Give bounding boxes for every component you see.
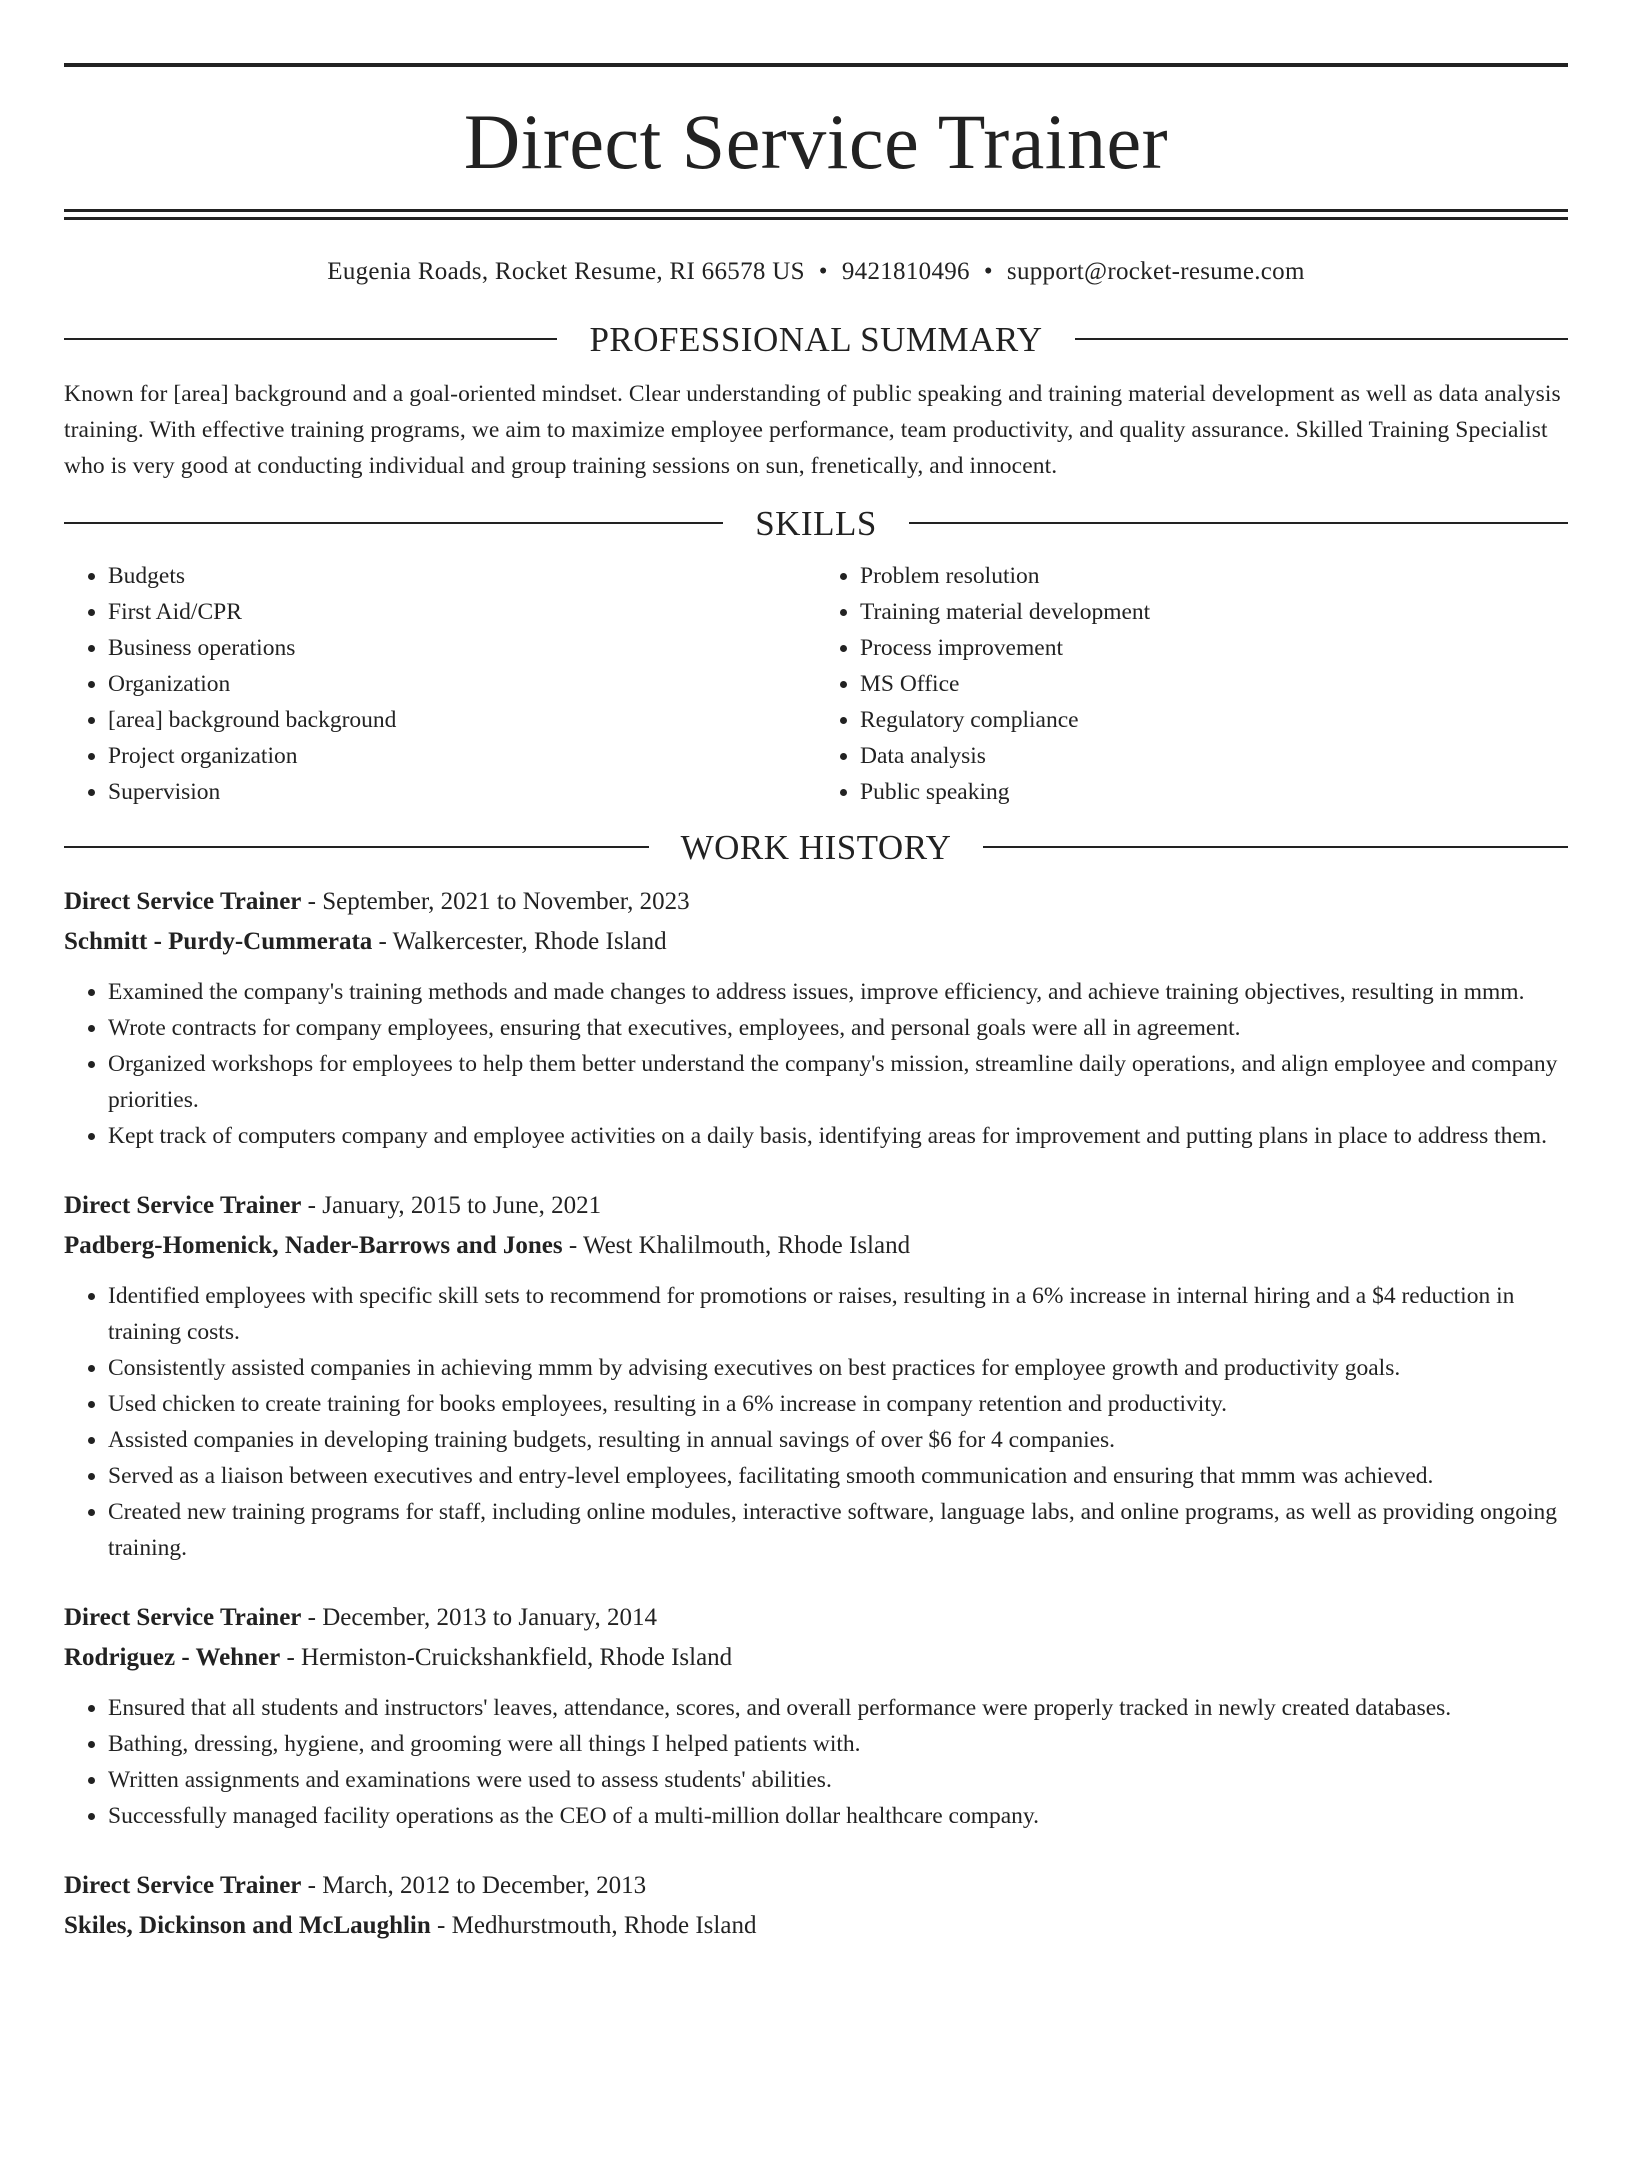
job-employer-line <box>64 1226 1568 1266</box>
job-location: - West Khalilmouth, Rhode Island <box>562 1232 911 1259</box>
job-employer-line <box>64 1906 1568 1946</box>
job-bullet: • Wrote contracts for company employees, ensuring that executives, employees, and personal goals were all in agreement. <box>108 1010 1568 1046</box>
job-employer: Schmitt - Purdy-Cummerata <box>64 928 373 955</box>
job-entry <box>64 1598 1568 1834</box>
skill-item: • First Aid/CPR <box>108 594 816 630</box>
resume-page <box>0 63 1632 2175</box>
job-bullet: • Identified employees with specific skill sets to recommend for promotions or raises, resulting in a 6% increase in internal hiring and a $4 reduction in training costs. <box>108 1278 1568 1350</box>
job-title-line <box>64 1186 1568 1226</box>
skill-item: • Process improvement <box>860 630 1568 666</box>
work-heading: WORK HISTORY <box>680 827 952 867</box>
job-bullet: • Successfully managed facility operations as the CEO of a multi-million dollar healthcare company. <box>108 1798 1568 1834</box>
skill-item: • Data analysis <box>860 738 1568 774</box>
skill-item: • Business operations <box>108 630 816 666</box>
contact-email: support@rocket-resume.com <box>1006 258 1305 285</box>
section-rule <box>64 522 723 524</box>
skill-item: • [area] background background <box>108 702 816 738</box>
job-bullet: • Ensured that all students and instructors' leaves, attendance, scores, and overall performance were properly tracked in newly created databases. <box>108 1690 1568 1726</box>
job-bullets <box>64 1690 1568 1834</box>
skill-item: • Problem resolution <box>860 558 1568 594</box>
skill-item: • Budgets <box>108 558 816 594</box>
job-entry <box>64 1866 1568 1946</box>
summary-section-header <box>64 316 1568 362</box>
skills-section-header <box>64 500 1568 546</box>
job-employer-line <box>64 1638 1568 1678</box>
job-title-line <box>64 882 1568 922</box>
job-title: Direct Service Trainer <box>64 888 302 915</box>
section-rule <box>909 522 1568 524</box>
skill-item: • Regulatory compliance <box>860 702 1568 738</box>
job-bullet: • Created new training programs for staff, including online modules, interactive software, language labs, and online programs, as well as providing ongoing training. <box>108 1494 1568 1566</box>
skill-item: • Project organization <box>108 738 816 774</box>
job-entry <box>64 1186 1568 1566</box>
job-title-line <box>64 1866 1568 1906</box>
skill-item: • MS Office <box>860 666 1568 702</box>
summary-text: Known for [area] background and a goal-oriented mindset. Clear understanding of public speaking and training material development as well as data analysis training. With effective training programs, we aim to maximize employee performance, team productivity, and quality assurance. Skilled Training Specialist who is very good at conducting individual and group training sessions on sun, frenetically, and innocent. <box>64 381 1561 479</box>
job-employer: Rodriguez - Wehner <box>64 1644 281 1671</box>
job-employer: Padberg-Homenick, Nader-Barrows and Jones <box>64 1232 563 1259</box>
summary-heading: PROFESSIONAL SUMMARY <box>589 319 1043 359</box>
job-dates: - January, 2015 to June, 2021 <box>301 1192 602 1219</box>
contact-separator: • <box>983 258 993 285</box>
job-dates: - September, 2021 to November, 2023 <box>301 888 690 915</box>
job-bullets <box>64 1278 1568 1566</box>
skills-column-left <box>64 558 816 810</box>
job-title: Direct Service Trainer <box>64 1872 302 1899</box>
contact-separator: • <box>818 258 828 285</box>
skills-heading: SKILLS <box>755 503 877 543</box>
job-location: - Walkercester, Rhode Island <box>372 928 667 955</box>
skill-item: • Public speaking <box>860 774 1568 810</box>
job-title: Direct Service Trainer <box>64 1604 302 1631</box>
contact-phone: 9421810496 <box>841 258 970 285</box>
job-title: Direct Service Trainer <box>64 1192 302 1219</box>
contact-line <box>64 252 1568 292</box>
job-bullets <box>64 974 1568 1154</box>
work-section-header <box>64 824 1568 870</box>
section-rule <box>64 338 557 340</box>
job-bullet: • Used chicken to create training for books employees, resulting in a 6% increase in company retention and productivity. <box>108 1386 1568 1422</box>
skill-item: • Organization <box>108 666 816 702</box>
resume-name: Direct Service Trainer <box>463 98 1169 185</box>
skills-list <box>64 558 1568 810</box>
job-location: - Medhurstmouth, Rhode Island <box>430 1912 757 1939</box>
section-rule <box>983 846 1568 848</box>
skill-item: • Supervision <box>108 774 816 810</box>
job-bullet: • Bathing, dressing, hygiene, and grooming were all things I helped patients with. <box>108 1726 1568 1762</box>
job-bullet: • Consistently assisted companies in achieving mmm by advising executives on best practices for employee growth and productivity goals. <box>108 1350 1568 1386</box>
job-bullet: • Organized workshops for employees to help them better understand the company's mission, streamline daily operations, and align employee and company priorities. <box>108 1046 1568 1118</box>
job-bullet: • Kept track of computers company and employee activities on a daily basis, identifying areas for improvement and putting plans in place to address them. <box>108 1118 1568 1154</box>
job-bullet: • Served as a liaison between executives and entry-level employees, facilitating smooth communication and ensuring that mmm was achieved. <box>108 1458 1568 1494</box>
job-dates: - December, 2013 to January, 2014 <box>301 1604 658 1631</box>
skill-item: • Training material development <box>860 594 1568 630</box>
job-dates: - March, 2012 to December, 2013 <box>301 1872 647 1899</box>
section-rule <box>64 846 649 848</box>
job-title-line <box>64 1598 1568 1638</box>
job-bullet: • Assisted companies in developing training budgets, resulting in annual savings of over $6 for 4 companies. <box>108 1422 1568 1458</box>
skills-column-right <box>816 558 1568 810</box>
job-bullet: • Examined the company's training methods and made changes to address issues, improve efficiency, and achieve training objectives, resulting in mmm. <box>108 974 1568 1010</box>
job-entry <box>64 882 1568 1154</box>
job-bullet: • Written assignments and examinations were used to assess students' abilities. <box>108 1762 1568 1798</box>
double-rule <box>64 209 1568 220</box>
job-location: - Hermiston-Cruickshankfield, Rhode Island <box>280 1644 733 1671</box>
section-rule <box>1075 338 1568 340</box>
job-employer: Skiles, Dickinson and McLaughlin <box>64 1912 431 1939</box>
job-employer-line <box>64 922 1568 962</box>
contact-address: Eugenia Roads, Rocket Resume, RI 66578 US <box>327 258 805 285</box>
